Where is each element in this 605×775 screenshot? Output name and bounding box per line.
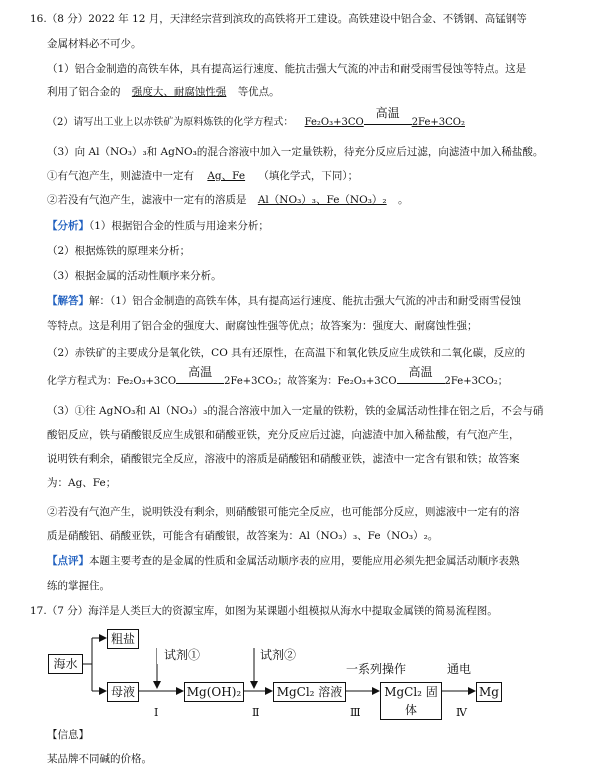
q16-comment-b: 练的掌握住。 (47, 580, 110, 592)
q16-header-cont: 金属材料必不可少。 (47, 38, 142, 50)
flow-node-mgoh2: Mg(OH)₂ (184, 682, 244, 702)
solution-1a-text: 解：（1）铝合金制造的高铁车体，具有提高运行速度、能抗击强大气流的冲击和耐受雨雪侵蚀 (89, 295, 521, 307)
flow-node-seawater: 海水 (48, 654, 83, 674)
q16-part3-2-post: 。 (397, 194, 409, 206)
q17-info-tag: 【信息】 (47, 729, 89, 741)
q16-part3-1-answer: Ag、Fe (207, 170, 246, 182)
flow-label-reagent1: 试剂① (157, 646, 206, 664)
q16-part1-post: 等优点。 (237, 86, 280, 98)
q16-part3-1-pre: ①有气泡产生，则滤渣中一定有 (47, 170, 194, 182)
q16-part2-pre: （2）请写出工业上以赤铁矿为原料炼铁的化学方程式： (47, 117, 294, 128)
q16-solution-3c: 说明铁有剩余，硝酸银完全反应，溶液中的溶质是硝酸铝和硝酸亚铁，滤渣中一定含有银和铁；故答案 (47, 453, 520, 465)
q17-header: 17.（7 分）海洋是人类巨大的资源宝库，如图为某课题小组模拟从海水中提取金属镁的简易流程图。 (30, 605, 498, 617)
q16-header: 16.（8 分）2022 年 12 月，天津经宗营到滨玫的高铁将开工建设。高铁建设中铝合金、不锈钢、高锰钢等 (30, 13, 527, 25)
q16-analysis-3: （3）根据金属的活动性顺序来分析。 (47, 270, 222, 282)
high-temp-label: 高温 (375, 106, 400, 120)
q17-info-text: 某品牌不同碱的价格。 (47, 753, 152, 765)
q16-part1-answer: 强度大、耐腐蚀性强 (131, 86, 227, 98)
high-temp-label: 高温 (188, 365, 213, 379)
q16-part1-pre: 利用了铝合金的 (47, 86, 121, 98)
high-temp-label: 高温 (408, 365, 433, 379)
flow-step-1: Ⅰ (154, 706, 159, 719)
solution-2b-mid: 2Fe+3CO₂；故答案为：Fe₂O₃+3CO (224, 376, 397, 387)
comment-tag: 【点评】 (47, 555, 89, 567)
q16-solution-3b: 酸铝反应，铁与硝酸银反应生成银和硝酸亚铁，充分反应后过滤，向滤渣中加入稀盐酸，有气泡产生， (47, 429, 520, 441)
q16-part1-line1: （1）铝合金制造的高铁车体，具有提高运行速度、能抗击强大气流的冲击和耐受雨雪侵蚀等特点。这是 (47, 63, 527, 75)
flow-node-crude-salt: 粗盐 (107, 629, 139, 649)
q16-solution-3d: 为：Ag、Fe； (47, 477, 117, 489)
flow-step-4: Ⅳ (456, 706, 467, 719)
q16-analysis-2: （2）根据炼铁的原理来分析； (47, 245, 191, 257)
flow-node-mother-liquor: 母液 (107, 682, 139, 702)
flow-step-3: Ⅲ (350, 706, 361, 719)
q16-solution-3a: （3）①往 AgNO₃和 Al（NO₃）₃的混合溶液中加入一定量的铁粉，铁的金属活动性排在铝之后，不会与硝 (47, 405, 544, 417)
q16-solution-4b: 质是硝酸铝、硝酸亚铁，可能含有硝酸银，故答案为：Al（NO₃）₃、Fe（NO₃）₂。 (47, 530, 439, 542)
q16-part2-lhs: Fe₂O₃+3CO (304, 117, 364, 128)
q16-part3-1-post: （填化学式，下同）； (258, 170, 359, 182)
q16-part3-2-answer: Al（NO₃）₃、Fe（NO₃）₂ (257, 194, 387, 206)
q16-solution-4a: ②若没有气泡产生，说明铁没有剩余，则硝酸银可能完全反应，也可能部分反应，则滤液中一定有的溶 (47, 506, 520, 518)
flow-node-mgcl2-solid: MgCl₂ 固体 (380, 682, 442, 720)
flow-node-mg: Mg (476, 682, 502, 702)
solution-tag: 【解答】 (47, 295, 89, 307)
q16-solution-1b: 等特点。这是利用了铝合金的强度大、耐腐蚀性强等优点；故答案为：强度大、耐腐蚀性强； (47, 320, 478, 332)
comment-a-text: 本题主要考查的是金属的性质和金属活动顺序表的应用，要能应用必须先把金属活动顺序表熟 (89, 555, 520, 567)
flow-node-mgcl2-solution: MgCl₂ 溶液 (273, 682, 346, 702)
analysis-tag: 【分析】 (47, 220, 89, 232)
q16-solution-2a: （2）赤铁矿的主要成分是氧化铁，CO 具有还原性，在高温下和氧化铁反应生成铁和二氧化碳，反应的 (47, 347, 526, 359)
q16-part2-rhs: 2Fe+3CO₂ (411, 117, 465, 128)
flow-label-reagent2: 试剂② (256, 646, 300, 664)
solution-2b-end: 2Fe+3CO₂； (444, 376, 508, 387)
solution-2b-pre: 化学方程式为：Fe₂O₃+3CO (47, 376, 177, 387)
q16-part3-2-pre: ②若没有气泡产生，滤液中一定有的溶质是 (47, 194, 247, 206)
q16-part3: （3）向 Al（NO₃）₃和 AgNO₃的混合溶液中加入一定量铁粉，待充分反应后过滤，向滤渣中加入稀盐酸。 (47, 146, 544, 158)
flow-label-series-ops: 一系列操作 (345, 662, 406, 676)
flow-label-electrify: 通电 (446, 662, 471, 676)
analysis-1-text: （1）根据铝合金的性质与用途来分析； (89, 220, 269, 232)
flow-step-2: Ⅱ (252, 706, 260, 719)
